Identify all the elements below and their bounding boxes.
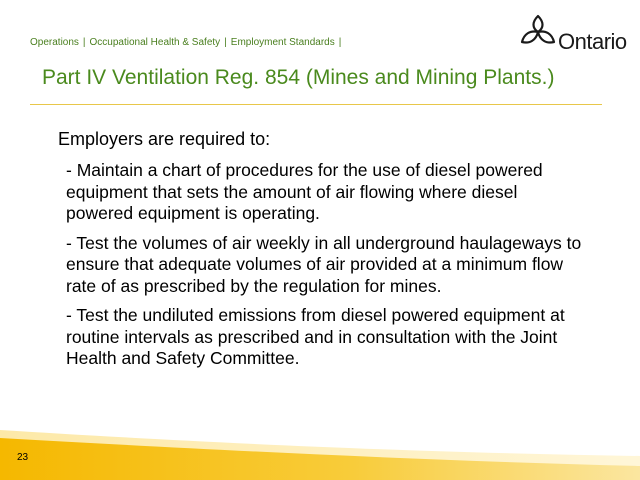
title-divider	[30, 104, 602, 105]
breadcrumb-employment-standards: Employment Standards	[230, 37, 335, 48]
footer-swoosh	[0, 422, 640, 480]
page-number: 23	[17, 452, 29, 463]
ontario-wordmark: Ontario	[558, 29, 627, 54]
breadcrumb-separator: |	[224, 37, 227, 48]
footer-band	[0, 422, 640, 480]
breadcrumb-ohs: Occupational Health & Safety	[89, 37, 221, 48]
slide-title: Part IV Ventilation Reg. 854 (Mines and Mining Plants.)	[42, 66, 555, 89]
bullet-point-2: - Test the volumes of air weekly in all underground haulageways to ensure that adequate volumes of air provided at a minimum flow rate of as prescribed by the regulation for mines.	[66, 232, 582, 296]
breadcrumb-separator: |	[338, 37, 342, 48]
breadcrumb	[30, 37, 345, 48]
lead-text: Employers are required to:	[58, 129, 271, 149]
breadcrumb-operations: Operations	[30, 37, 79, 48]
ontario-logo	[518, 12, 634, 52]
bullet-point-1: - Maintain a chart of procedures for the use of diesel powered equipment that sets the amount of air flowing where diesel powered equipment is operating.	[66, 160, 543, 223]
bullet-point-3: - Test the undiluted emissions from diesel powered equipment at routine intervals as prescribed and in consultation with the Joint Health and Safety Committee.	[66, 305, 565, 368]
slide-body	[58, 128, 598, 378]
trillium-icon	[518, 12, 558, 52]
breadcrumb-separator: |	[82, 37, 86, 48]
